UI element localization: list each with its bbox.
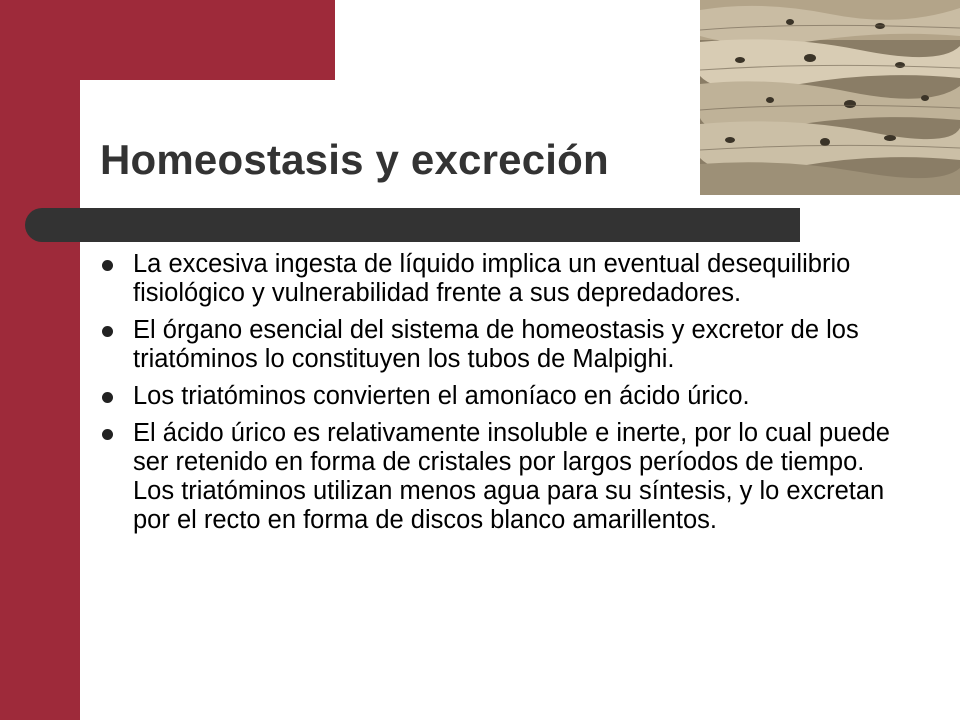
bullet-list [100,250,900,543]
bullet-text: La excesiva ingesta de líquido implica un eventual desequilibrio fisiológico y vulnerabilidad frente a sus depredadores. [133,250,851,307]
bullet-dot-icon [102,326,113,337]
accent-band-top [0,0,335,80]
bullet-text: Los triatóminos convierten el amoníaco en ácido úrico. [133,382,750,410]
bullet-item [100,250,900,308]
title-underline-bar [25,208,800,242]
bullet-item [100,382,900,411]
bullet-text: El órgano esencial del sistema de homeostasis y excretor de los triatóminos lo constituyen los tubos de Malpighi. [133,316,859,373]
accent-band-left [0,0,80,720]
bullet-dot-icon [102,260,113,271]
wood-logs-photo [700,0,960,195]
bullet-text: El ácido úrico es relativamente insoluble e inerte, por lo cual puede ser retenido en forma de cristales por largos períodos de tiempo. Los triatóminos utilizan menos agua para su síntesis, y lo excretan por el recto en forma de discos blanco amarillentos. [133,419,890,534]
bullet-dot-icon [102,429,113,440]
bullet-dot-icon [102,392,113,403]
bullet-item [100,419,900,535]
slide-title: Homeostasis y excreción [100,136,609,183]
bullet-item [100,316,900,374]
